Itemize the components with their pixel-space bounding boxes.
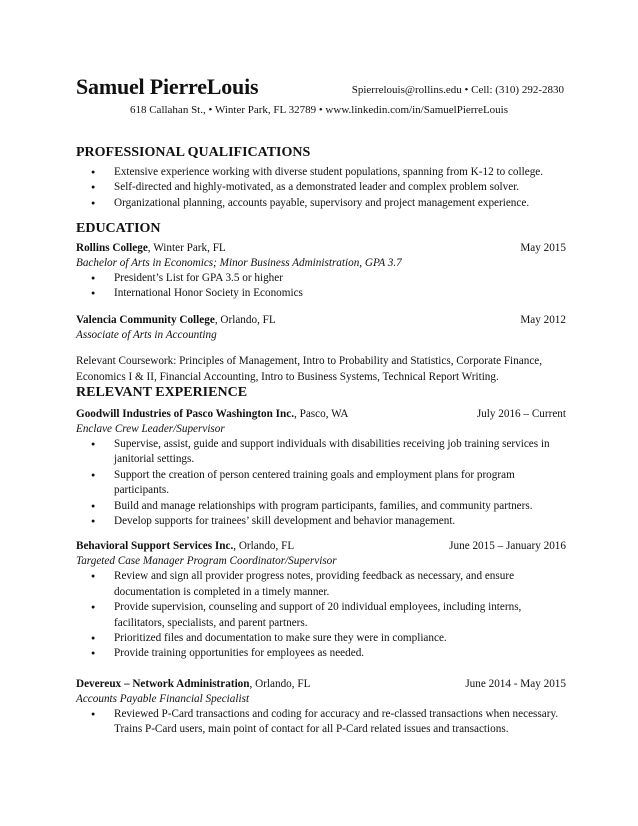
- qualifications-section: [76, 145, 566, 211]
- job-behavioral: [76, 538, 566, 661]
- job-location: , Orlando, FL: [249, 677, 311, 690]
- job-location: , Orlando, FL: [233, 540, 295, 553]
- section-title-qualifications: PROFESSIONAL QUALIFICATIONS: [76, 145, 311, 160]
- section-title-education: EDUCATION: [76, 221, 161, 236]
- experience-section: [76, 385, 566, 738]
- school-location: , Orlando, FL: [214, 313, 276, 326]
- job-devereux: [76, 676, 566, 738]
- list-item: ● Review and sign all provider progress notes, providing feedback as necessary, and ensure documentation is completed in a timely manner.: [76, 569, 566, 600]
- section-title-experience: RELEVANT EXPERIENCE: [76, 385, 248, 400]
- list-item: ● Organizational planning, accounts payable, supervisory and project management experience.: [76, 196, 566, 211]
- candidate-name: Samuel PierreLouis: [76, 74, 259, 99]
- list-item: ● Support the creation of person centered training goals and employment plans for program participants.: [76, 468, 566, 499]
- list-item: ● International Honor Society in Economics: [76, 286, 566, 301]
- job-role: Enclave Crew Leader/Supervisor: [76, 423, 225, 435]
- coursework: Relevant Coursework: Principles of Management, Intro to Probability and Statistics, Corporate Finance, Economics I & II, Financial Accounting, Intro to Business Systems, Technical Report Writing.: [76, 354, 543, 383]
- list-item: ● Supervise, assist, guide and support individuals with disabilities receiving job training services in janitorial settings.: [76, 437, 566, 468]
- list-item: ● Provide supervision, counseling and support of 20 individual employees, including interns, facilitators, specialists, and parent partners.: [76, 600, 566, 631]
- job-location: , Pasco, WA: [294, 408, 349, 420]
- school-date: May 2015: [520, 242, 566, 254]
- job-role: Targeted Case Manager Program Coordinator/Supervisor: [76, 555, 337, 568]
- school-name: Rollins College: [76, 242, 148, 254]
- list-item: ● President’s List for GPA 3.5 or higher: [76, 271, 566, 286]
- job-date: June 2014 - May 2015: [465, 677, 566, 690]
- address-line: 618 Callahan St., • Winter Park, FL 32789 • www.linkedin.com/in/SamuelPierreLouis: [129, 104, 509, 116]
- job-org: Devereux – Network Administration: [76, 677, 250, 690]
- list-item: ● Provide training opportunities for employees as needed.: [76, 646, 566, 661]
- school-rollins: [76, 240, 566, 302]
- list-item: ● Build and manage relationships with program participants, families, and community partners.: [76, 499, 566, 514]
- list-item: ● Self-directed and highly-motivated, as a demonstrated leader and complex problem solver.: [76, 180, 566, 195]
- school-date: May 2012: [520, 313, 566, 326]
- job-duties: [76, 707, 566, 738]
- list-item: ● Reviewed P-Card transactions and coding for accuracy and re-classed transactions when necessary. Trains P-Card users, main point of contact for all P-Card related issues and transactions.: [76, 707, 566, 738]
- job-duties: [76, 437, 566, 529]
- school-location: , Winter Park, FL: [147, 242, 226, 254]
- degree: Bachelor of Arts in Economics; Minor Business Administration, GPA 3.7: [76, 257, 402, 269]
- school-name: Valencia Community College: [76, 313, 215, 326]
- education-section: [76, 221, 566, 385]
- job-org: Goodwill Industries of Pasco Washington Inc.: [76, 408, 294, 420]
- job-role: Accounts Payable Financial Specialist: [76, 692, 250, 705]
- degree: Associate of Arts in Accounting: [76, 328, 217, 341]
- job-org: Behavioral Support Services Inc.: [76, 540, 234, 553]
- school-valencia: [76, 312, 566, 343]
- list-item: ● Extensive experience working with diverse student populations, spanning from K-12 to college.: [76, 165, 566, 180]
- job-duties: [76, 569, 566, 661]
- honors-list: [76, 271, 566, 302]
- list-item: ● Develop supports for trainees’ skill development and behavior management.: [76, 514, 566, 529]
- job-goodwill: [76, 406, 566, 529]
- qualifications-list: [76, 165, 566, 211]
- job-date: June 2015 – January 2016: [449, 540, 566, 553]
- job-date: July 2016 – Current: [476, 408, 566, 420]
- email-phone: Spierrelouis@rollins.edu • Cell: (310) 292-2830: [351, 84, 564, 96]
- list-item: ● Prioritized files and documentation to make sure they were in compliance.: [76, 631, 566, 646]
